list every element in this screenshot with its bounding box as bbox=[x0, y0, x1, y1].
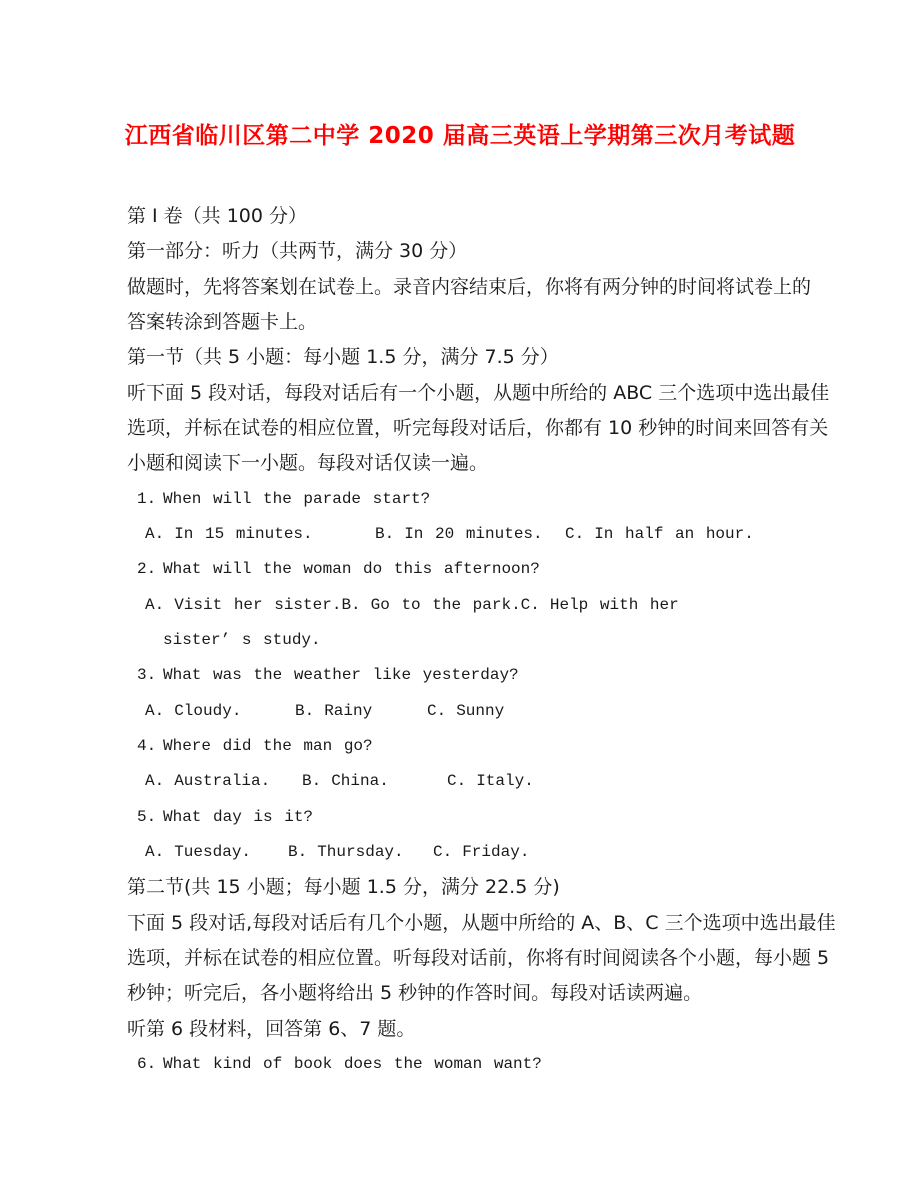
section2-instruction-line-3: 秒钟；听完后，各小题将给出 5 秒钟的作答时间。每段对话读两遍。 bbox=[127, 982, 703, 1005]
option-label: A. bbox=[145, 772, 165, 791]
option-label: C. bbox=[447, 772, 467, 791]
question-2-text: What will the woman do this afternoon? bbox=[163, 560, 540, 579]
question-6-number: 6. bbox=[137, 1054, 157, 1073]
question-3 bbox=[127, 658, 810, 693]
option-text: China. bbox=[331, 772, 389, 791]
question-3-number: 3. bbox=[137, 666, 157, 685]
option-text: Australia. bbox=[174, 772, 271, 791]
question-4-option-c bbox=[447, 764, 534, 799]
option-label: C. bbox=[433, 842, 453, 861]
section1-instruction-line-1: 听下面 5 段对话，每段对话后有一个小题，从题中所给的 ABC 三个选项中选出最佳 bbox=[127, 381, 830, 404]
part1-heading: 第一部分：听力（共两节，满分 30 分） bbox=[127, 240, 468, 263]
question-1-text: When will the parade start? bbox=[163, 489, 431, 508]
option-label: C. bbox=[565, 524, 585, 543]
exam-body bbox=[0, 199, 920, 1082]
option-label: B. bbox=[288, 842, 308, 861]
volume-heading: 第 I 卷（共 100 分） bbox=[127, 205, 308, 227]
question-4-number: 4. bbox=[137, 736, 157, 755]
question-4-option-a bbox=[145, 764, 302, 799]
option-label: A. bbox=[145, 595, 165, 614]
question-5-option-b bbox=[288, 835, 433, 870]
option-label: C. bbox=[427, 701, 447, 720]
question-6 bbox=[127, 1047, 810, 1082]
question-1-options bbox=[127, 517, 810, 552]
section1-heading: 第一节（共 5 小题：每小题 1.5 分，满分 7.5 分） bbox=[127, 346, 559, 369]
option-text: Cloudy. bbox=[174, 701, 242, 720]
question-4-options bbox=[127, 764, 810, 799]
section1-instruction-line-3: 小题和阅读下一小题。每段对话仅读一遍。 bbox=[127, 452, 489, 475]
question-3-option-a bbox=[145, 694, 295, 729]
question-4-option-b bbox=[302, 764, 447, 799]
option-text: Help with her bbox=[549, 595, 679, 614]
question-2-number: 2. bbox=[137, 560, 157, 579]
option-text: Tuesday. bbox=[174, 842, 252, 861]
option-text: Rainy bbox=[324, 701, 373, 720]
question-2-option-c bbox=[521, 588, 679, 623]
question-5-text: What day is it? bbox=[163, 807, 314, 826]
section2-heading: 第二节(共 15 小题；每小题 1.5 分，满分 22.5 分) bbox=[127, 876, 560, 899]
question-3-options bbox=[127, 694, 810, 729]
question-2-options bbox=[127, 588, 810, 623]
question-5-number: 5. bbox=[137, 807, 157, 826]
question-2 bbox=[127, 552, 810, 587]
option-text: Italy. bbox=[476, 772, 534, 791]
option-label: A. bbox=[145, 842, 165, 861]
option-label: B. bbox=[302, 772, 322, 791]
part1-instruction-line-1: 做题时，先将答案划在试卷上。录音内容结束后，你将有两分钟的时间将试卷上的 bbox=[127, 275, 812, 298]
question-4 bbox=[127, 729, 810, 764]
option-label: A. bbox=[145, 524, 165, 543]
section1-instruction-line-2: 选项，并标在试卷的相应位置，听完每段对话后，你都有 10 秒钟的时间来回答有关 bbox=[127, 416, 829, 439]
question-3-option-b bbox=[295, 694, 427, 729]
exam-title: 江西省临川区第二中学 2020 届高三英语上学期第三次月考试题 bbox=[124, 123, 796, 149]
option-label: B. bbox=[341, 595, 361, 614]
question-5 bbox=[127, 800, 810, 835]
option-label: B. bbox=[375, 524, 395, 543]
question-3-option-c bbox=[427, 694, 504, 729]
question-1-option-a bbox=[145, 517, 375, 552]
material-prompt: 听第 6 段材料，回答第 6、7 题。 bbox=[127, 1017, 416, 1040]
question-1-option-b bbox=[375, 517, 565, 552]
option-text: Go to the park. bbox=[370, 595, 521, 614]
option-label: C. bbox=[520, 595, 540, 614]
question-2-option-a bbox=[145, 588, 341, 623]
question-3-text: What was the weather like yesterday? bbox=[163, 666, 519, 685]
option-text: Thursday. bbox=[317, 842, 404, 861]
option-text: In 15 minutes. bbox=[174, 524, 313, 543]
question-4-text: Where did the man go? bbox=[163, 736, 373, 755]
option-text: Sunny bbox=[456, 701, 505, 720]
option-text: Friday. bbox=[462, 842, 530, 861]
option-label: B. bbox=[295, 701, 315, 720]
section2-instruction-line-1: 下面 5 段对话,每段对话后有几个小题，从题中所给的 A、B、C 三个选项中选出最佳 bbox=[127, 911, 836, 934]
question-5-options bbox=[127, 835, 810, 870]
option-text: Visit her sister. bbox=[174, 595, 342, 614]
option-text: In half an hour. bbox=[594, 524, 754, 543]
question-6-text: What kind of book does the woman want? bbox=[163, 1054, 542, 1073]
question-1-number: 1. bbox=[137, 489, 157, 508]
question-5-option-c bbox=[433, 835, 529, 870]
option-text: In 20 minutes. bbox=[404, 524, 543, 543]
option-label: A. bbox=[145, 701, 165, 720]
section2-instruction-line-2: 选项，并标在试卷的相应位置。听每段对话前，你将有时间阅读各个小题，每小题 5 bbox=[127, 946, 830, 969]
part1-instruction-line-2: 答案转涂到答题卡上。 bbox=[127, 310, 318, 333]
question-1-option-c bbox=[565, 517, 754, 552]
question-5-option-a bbox=[145, 835, 288, 870]
question-1 bbox=[127, 482, 810, 517]
question-2-option-c-continuation: sister’ s study. bbox=[163, 630, 321, 649]
question-2-option-b bbox=[341, 588, 520, 623]
